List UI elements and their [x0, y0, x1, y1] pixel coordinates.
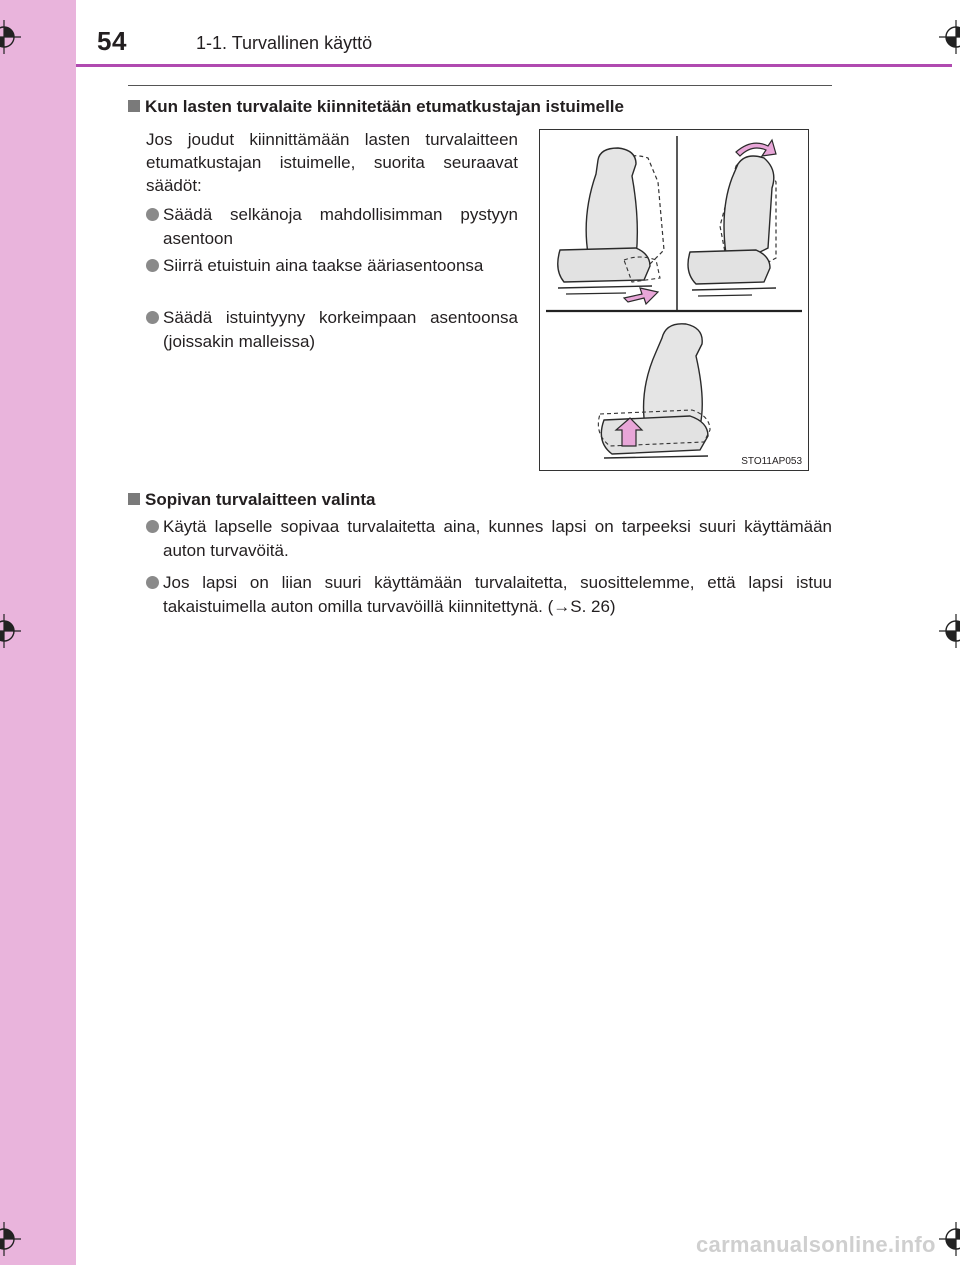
registration-mark-icon: [939, 20, 960, 54]
list-item-text: Säädä selkänoja mahdollisimman pystyyn asentoon: [163, 205, 518, 248]
top-rule: [128, 85, 832, 86]
square-bullet-icon: [128, 100, 140, 112]
list-item-text: Käytä lapselle sopivaa turvalaitetta aina, kunnes lapsi on tarpeeksi suuri käyttämään auton turvavöitä.: [163, 517, 832, 560]
seat-slide-back-drawing: [558, 148, 664, 304]
square-bullet-icon: [128, 493, 140, 505]
registration-mark-icon: [0, 20, 21, 54]
list-item-text: Säädä istuintyyny korkeimpaan asentoonsa (joissakin malleissa): [163, 308, 518, 351]
circle-bullet-icon: [146, 208, 159, 221]
list-item: [146, 306, 518, 354]
section-title: 1-1. Turvallinen käyttö: [196, 33, 373, 53]
section-heading-text: Sopivan turvalaitteen valinta: [145, 490, 376, 509]
seat-drawing: [540, 130, 808, 470]
registration-mark-icon: [939, 614, 960, 648]
section-heading: [128, 97, 624, 117]
list-item: [146, 203, 518, 251]
page-number: 54: [97, 26, 127, 56]
section-heading-text: Kun lasten turvalaite kiinnitetään etumatkustajan istuimelle: [145, 97, 624, 116]
registration-mark-icon: [0, 1222, 21, 1256]
circle-bullet-icon: [146, 311, 159, 324]
registration-mark-icon: [939, 1222, 960, 1256]
list-item: [146, 571, 832, 619]
intro-paragraph: Jos joudut kiinnittämään lasten turvalaitteen etumatkustajan istuimelle, suorita seuraavat säädöt:: [146, 130, 518, 195]
section-heading: [128, 490, 376, 510]
seat-adjustment-illustration: [539, 129, 809, 471]
seat-backrest-upright-drawing: [688, 140, 776, 296]
list-item-text: Jos lapsi on liian suuri käyttämään turvalaitetta, suosittelemme, että lapsi istuu takaistuimella auton omilla turvavöillä kiinnitettynä. (→S. 26): [163, 573, 832, 616]
circle-bullet-icon: [146, 520, 159, 533]
registration-mark-icon: [0, 614, 21, 648]
circle-bullet-icon: [146, 259, 159, 272]
watermark: carmanualsonline.info: [696, 1232, 936, 1257]
list-item: [146, 515, 832, 563]
header-rule: [76, 64, 952, 67]
list-item-text: Siirrä etuistuin aina taakse ääriasentoonsa: [163, 256, 484, 275]
circle-bullet-icon: [146, 576, 159, 589]
seat-cushion-raise-drawing: [598, 324, 710, 458]
figure-code: STO11AP053: [741, 456, 802, 467]
list-item: [146, 254, 518, 278]
